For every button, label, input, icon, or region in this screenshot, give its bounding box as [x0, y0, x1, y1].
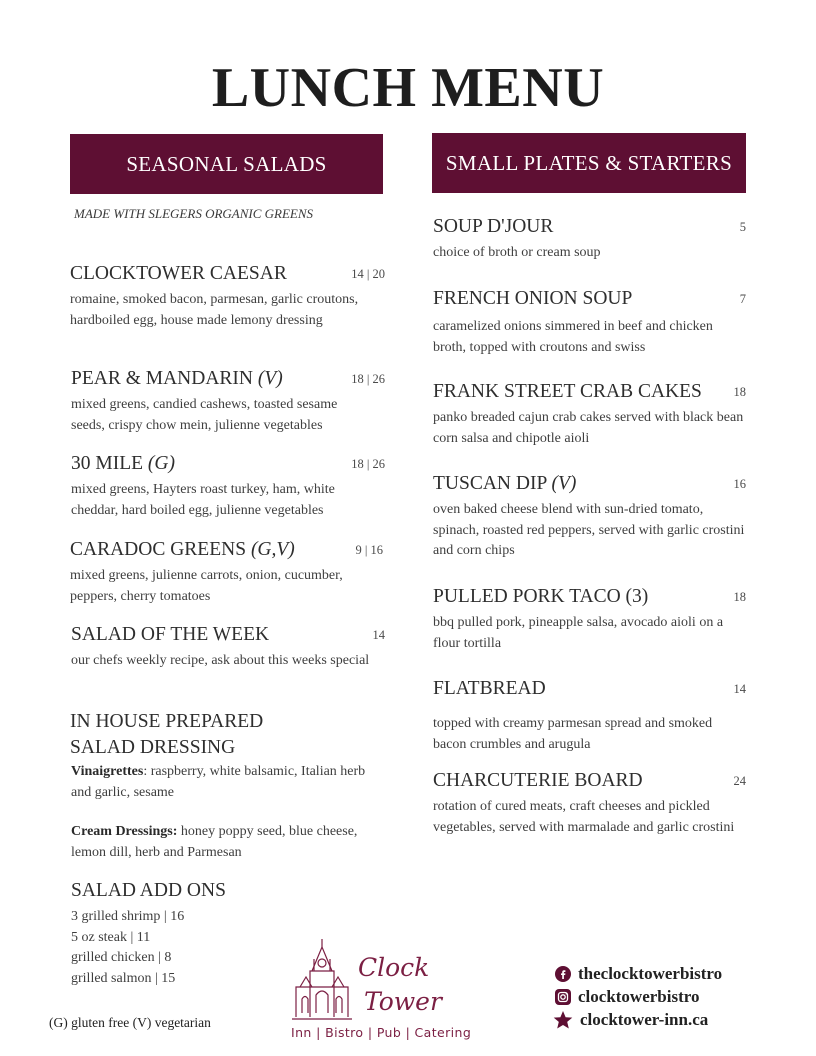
facebook-handle: theclocktowerbistro: [578, 964, 723, 983]
item-description: romaine, smoked bacon, parmesan, garlic croutons, hardboiled egg, house made lemony dressing: [70, 292, 359, 328]
menu-item: [70, 539, 383, 607]
item-name: CHARCUTERIE BOARD: [433, 770, 643, 791]
item-price: 5: [739, 220, 746, 234]
addons-heading: SALAD ADD ONS: [71, 880, 226, 901]
item-price: 14: [372, 628, 385, 642]
item-description: choice of broth or cream soup: [433, 245, 601, 260]
website-url: clocktower-inn.ca: [580, 1010, 709, 1029]
item-description: our chefs weekly recipe, ask about this weeks special: [71, 653, 370, 668]
salads-heading: SEASONAL SALADS: [126, 151, 327, 176]
cream-dressings-text: Cream Dressings: honey poppy seed, blue cheese, lemon dill, herb and Parmesan: [71, 824, 358, 860]
item-price: 9 | 16: [355, 543, 383, 557]
star-icon: [553, 1010, 573, 1030]
item-name: FRANK STREET CRAB CAKES: [433, 381, 702, 402]
menu-item: [433, 770, 746, 838]
item-price: 16: [733, 477, 746, 491]
menu-item: [70, 263, 385, 331]
item-description: caramelized onions simmered in beef and chicken broth, topped with croutons and swiss: [433, 319, 713, 355]
item-name: FLATBREAD: [433, 678, 546, 699]
dressing-heading: IN HOUSE PREPARED SALAD DRESSING: [70, 711, 264, 758]
menu-item: [71, 624, 385, 672]
menu-item: [433, 216, 746, 264]
item-description: topped with creamy parmesan spread and smoked bacon crumbles and arugula: [433, 716, 713, 752]
instagram-handle: clocktowerbistro: [578, 987, 700, 1006]
menu-item: [433, 288, 746, 358]
item-description: bbq pulled pork, pineapple salsa, avocado aioli on a flour tortilla: [433, 615, 724, 651]
item-name: SOUP D'JOUR: [433, 216, 554, 237]
menu-item: [71, 368, 385, 436]
salads-note: MADE WITH SLEGERS ORGANIC GREENS: [74, 206, 314, 221]
item-name: CLOCKTOWER CAESAR: [70, 263, 287, 284]
item-name: SALAD OF THE WEEK: [71, 624, 270, 645]
item-price: 18 | 26: [351, 372, 385, 386]
clocktower-building-icon: [290, 937, 354, 1021]
diet-legend: (G) gluten free (V) vegetarian: [49, 1015, 211, 1030]
vinaigrettes-text: Vinaigrettes: raspberry, white balsamic, Italian herb and garlic, sesame: [71, 764, 366, 800]
starters-heading: SMALL PLATES & STARTERS: [445, 150, 733, 175]
item-name: TUSCAN DIP (V): [433, 473, 577, 494]
item-price: 14 | 20: [351, 267, 385, 281]
menu-item: [433, 586, 746, 654]
logo-word-clock: Clock: [358, 953, 430, 982]
item-name: 30 MILE (G): [71, 453, 175, 474]
starters-banner: [432, 133, 746, 193]
item-name: PULLED PORK TACO (3): [433, 586, 649, 607]
list-item: grilled salmon | 15: [71, 970, 176, 986]
item-description: mixed greens, candied cashews, toasted sesame seeds, crispy chow mein, julienne vegetables: [71, 397, 338, 433]
item-description: rotation of cured meats, craft cheeses and pickled vegetables, served with marmalade and garlic crostini: [433, 799, 735, 835]
menu-item: [71, 453, 385, 521]
item-description: oven baked cheese blend with sun-dried tomato, spinach, roasted red peppers, served with garlic crostini and corn chips: [433, 502, 745, 558]
item-price: 14: [733, 682, 746, 696]
item-price: 24: [733, 774, 746, 788]
website-link[interactable]: [553, 1010, 708, 1030]
list-item: 5 oz steak | 11: [71, 929, 151, 945]
item-name: FRENCH ONION SOUP: [433, 288, 633, 309]
item-price: 18: [733, 590, 746, 604]
instagram-link[interactable]: [555, 987, 700, 1007]
item-name: CARADOC GREENS (G,V): [70, 539, 295, 560]
logo-word-tower: Tower: [364, 987, 442, 1016]
logo-tagline: Inn | Bistro | Pub | Catering: [291, 1025, 472, 1040]
menu-item: [433, 473, 746, 562]
facebook-link[interactable]: [555, 964, 722, 984]
item-price: 7: [739, 292, 746, 306]
menu-item: [433, 678, 746, 755]
addons-list: [71, 907, 184, 989]
item-description: mixed greens, julienne carrots, onion, cucumber, peppers, cherry tomatoes: [70, 568, 343, 604]
clocktower-logo: [288, 935, 488, 1045]
page-title: LUNCH MENU: [211, 57, 605, 119]
list-item: grilled chicken | 8: [71, 950, 172, 965]
item-description: panko breaded cajun crab cakes served with black bean corn salsa and chipotle aioli: [433, 410, 744, 446]
instagram-icon: [555, 989, 571, 1005]
item-price: 18 | 26: [351, 457, 385, 471]
item-description: mixed greens, Hayters roast turkey, ham, white cheddar, hard boiled egg, julienne vegetables: [71, 482, 335, 518]
menu-item: [433, 381, 746, 449]
item-price: 18: [733, 385, 746, 399]
salads-banner: [70, 134, 383, 194]
list-item: 3 grilled shrimp | 16: [71, 909, 185, 924]
item-name: PEAR & MANDARIN (V): [71, 368, 283, 389]
facebook-icon: [555, 966, 571, 982]
